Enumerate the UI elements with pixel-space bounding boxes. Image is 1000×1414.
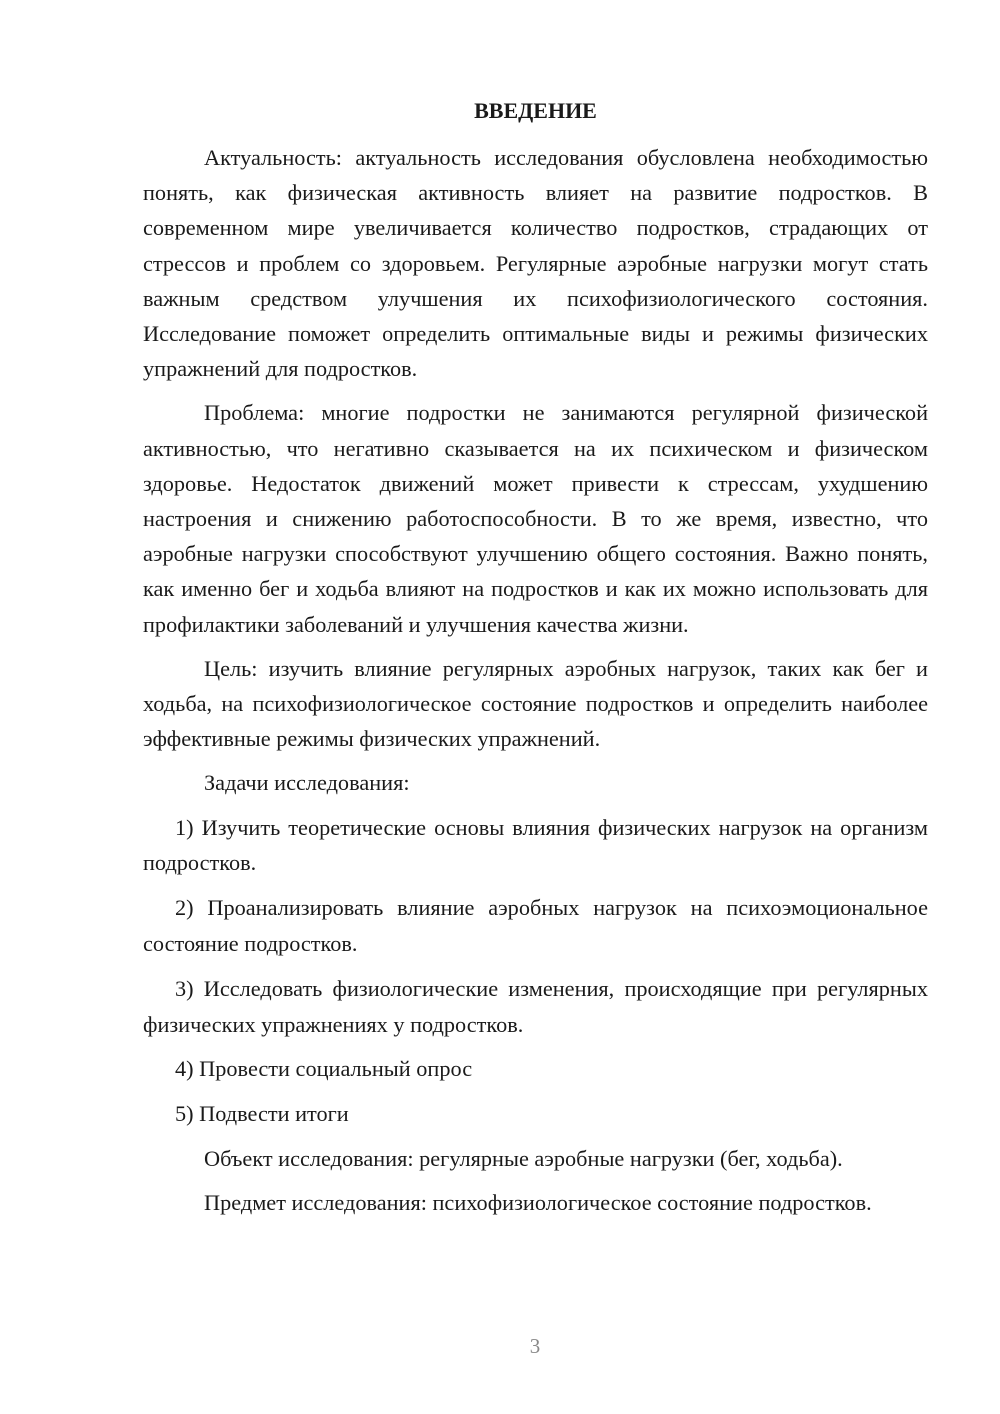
task-item-5: 5) Подвести итоги: [175, 1101, 349, 1127]
task-item-4: 4) Провести социальный опрос: [175, 1056, 473, 1082]
document-body: [143, 96, 928, 1229]
page-number: 3: [529, 1334, 541, 1358]
task-item-3: 3) Исследовать физиологические изменения, происходящие при регулярных физических упражнениях у подростков.: [143, 975, 928, 1037]
section-title: ВВЕДЕНИЕ: [474, 98, 597, 123]
object-paragraph: Объект исследования: регулярные аэробные нагрузки (бег, ходьба).: [204, 1146, 843, 1172]
relevance-paragraph: Актуальность: актуальность исследования обусловлена необходимостью понять, как физическая активность влияет на развитие подростков. В современном мире увеличивается количество подростков, страдающих от стрессов и проблем со здоровьем. Регулярные аэробные нагрузки могут стать важным средством улучшения их психофизиологического состояния. Исследование поможет определить оптимальные виды и режимы физических упражнений для подростков.: [143, 145, 928, 382]
problem-paragraph: Проблема: многие подростки не занимаются регулярной физической активностью, что негативно сказывается на их психическом и физическом здоровье. Недостаток движений может привести к стрессам, ухудшению настроения и снижению работоспособности. В то же время, известно, что аэробные нагрузки способствуют улучшению общего состояния. Важно понять, как именно бег и ходьба влияют на подростков и как их можно использовать для профилактики заболеваний и улучшения качества жизни.: [143, 400, 928, 637]
goal-paragraph: Цель: изучить влияние регулярных аэробных нагрузок, таких как бег и ходьба, на психофизиологическое состояние подростков и определить наиболее эффективные режимы физических упражнений.: [143, 655, 928, 752]
task-item-1: 1) Изучить теоретические основы влияния физических нагрузок на организм подростков.: [143, 814, 928, 876]
tasks-heading: Задачи исследования:: [204, 770, 410, 796]
subject-paragraph: Предмет исследования: психофизиологическое состояние подростков.: [204, 1190, 872, 1216]
task-item-2: 2) Проанализировать влияние аэробных нагрузок на психоэмоциональное состояние подростков.: [143, 895, 928, 957]
